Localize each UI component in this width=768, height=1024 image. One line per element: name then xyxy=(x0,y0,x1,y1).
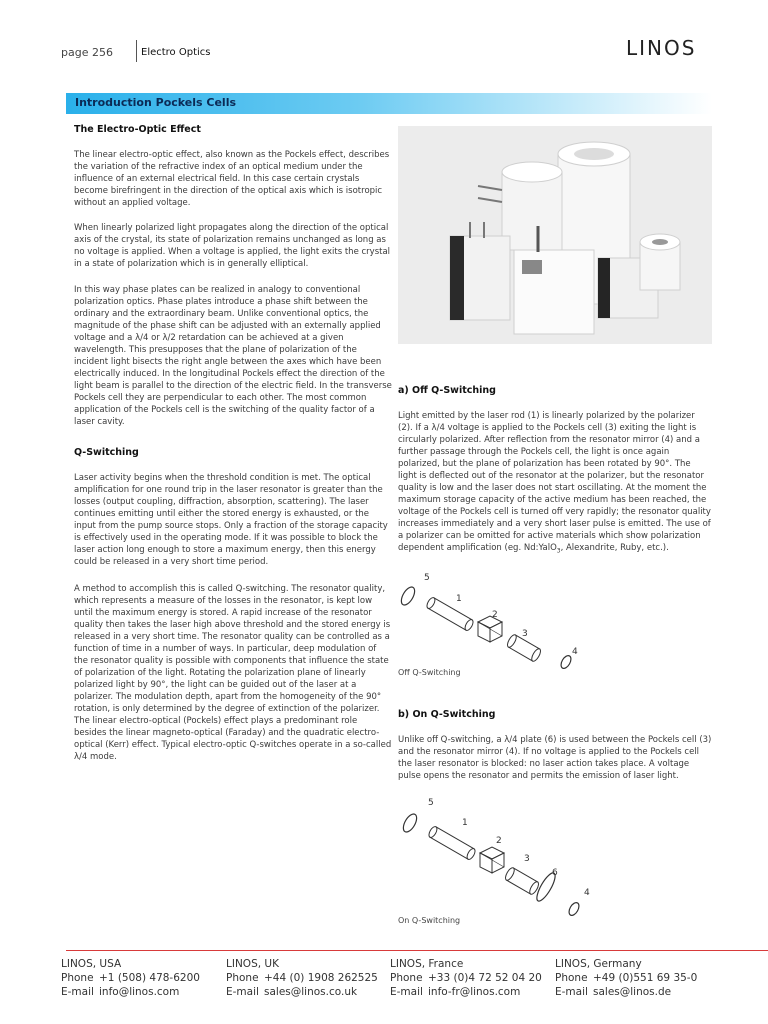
caption-on-q-switching: On Q-Switching xyxy=(398,916,461,925)
phone-label: Phone xyxy=(61,972,94,984)
phone-number: +49 (0)551 69 35-0 xyxy=(593,972,698,984)
email-link[interactable]: info@linos.com xyxy=(99,986,180,998)
off-q-switching-diagram xyxy=(398,570,588,670)
chapter-title: Introduction Pockels Cells xyxy=(75,96,237,109)
footer-company: LINOS, France xyxy=(390,958,464,970)
footer-email-row xyxy=(555,985,697,999)
label-4: 4 xyxy=(584,888,590,898)
page-number: page 256 xyxy=(61,46,113,59)
label-1: 1 xyxy=(456,594,462,604)
paragraph-off-q-switching-text: Light emitted by the laser rod (1) is linearly polarized by the polarizer (2). If a λ/4 voltage is applied to the Pockels cell (3) exiting the light is circularly polarized. After reflection from the resonator mirror (4) and a further passage through the Pockels cell, the light is once again polarized, but the plane of polarization has been rotated by 90°. The light is deflected out of the resonator at the polarizer, but the resonator quality is low and the laser does not start oscillating. At the moment the maximum storage capacity of the active medium has been reached, the voltage of the Pockels cell is turned off very rapidly; the resonator quality increases immediately and a very short laser pulse is emitted. The use of a polarizer can be omitted for active materials which show polarization dependent amplification (eg. Nd:YalO xyxy=(398,411,711,553)
chapter-banner xyxy=(66,93,712,114)
pockels-cells-illustration xyxy=(398,126,712,344)
footer-email-row xyxy=(390,985,542,999)
email-label: E-mail xyxy=(226,986,259,998)
email-label: E-mail xyxy=(390,986,423,998)
label-6: 6 xyxy=(552,868,558,878)
footer-phone-row xyxy=(390,971,542,985)
footer-email-row xyxy=(226,985,378,999)
pockels-cells-photo xyxy=(398,126,712,344)
label-5: 5 xyxy=(424,573,430,583)
email-label: E-mail xyxy=(61,986,94,998)
heading-off-q-switching: a) Off Q-Switching xyxy=(398,385,496,396)
subscript-3: 3 xyxy=(556,547,561,555)
paragraph-q-switching-1: Laser activity begins when the threshold condition is met. The optical amplification for one round trip in the laser resonator is greater than the losses (output coupling, diffraction, absorption, scattering). The laser continues emitting until either the stored energy is exhausted, or the input from the pump source stops. Only a fraction of the storage capacity is effectively used in the operating mode. If it was possible to block the laser action long enough to store a maximum energy, then this energy could be released in a very short time period. xyxy=(74,473,388,567)
footer-contact-germany xyxy=(555,957,697,999)
paragraph-q-switching-2 xyxy=(74,583,392,763)
paragraph-off-q-switching xyxy=(398,410,712,558)
paragraph-electro-optic-1: The linear electro-optic effect, also known as the Pockels effect, describes the variation of the refractive index of an optical medium under the influence of an external electrical field. In this case certain crystals become birefringent in the direction of the optical axis which is isotropic without an applied voltage. xyxy=(74,150,390,208)
label-3: 3 xyxy=(522,629,528,639)
footer-company: LINOS, USA xyxy=(61,958,122,970)
phone-number: +44 (0) 1908 262525 xyxy=(264,972,378,984)
label-2: 2 xyxy=(496,836,502,846)
footer-email-row xyxy=(61,985,200,999)
heading-q-switching: Q-Switching xyxy=(74,447,139,458)
footer-company: LINOS, UK xyxy=(226,958,279,970)
caption-off-q-switching: Off Q-Switching xyxy=(398,668,461,677)
paragraph-electro-optic-2: When linearly polarized light propagates along the direction of the optical axis of the crystal, its state of polarization remains unchanged as long as no voltage is applied. When a voltage is applied, the light exits the crystal in a state of polarization which is in generally elliptical. xyxy=(74,223,391,269)
footer-contact-usa xyxy=(61,957,200,999)
footer-contact-france xyxy=(390,957,542,999)
footer-phone-row xyxy=(555,971,697,985)
linos-logo: LINOS xyxy=(626,36,697,60)
paragraph-off-q-switching-end: , Alexandrite, Ruby, etc.). xyxy=(560,543,669,553)
section-title: Electro Optics xyxy=(141,47,211,58)
label-4: 4 xyxy=(572,647,578,657)
email-label: E-mail xyxy=(555,986,588,998)
footer-phone-row xyxy=(226,971,378,985)
phone-label: Phone xyxy=(390,972,423,984)
phone-label: Phone xyxy=(226,972,259,984)
label-1: 1 xyxy=(462,818,468,828)
label-5: 5 xyxy=(428,798,434,808)
label-2: 2 xyxy=(492,610,498,620)
phone-number: +1 (508) 478-6200 xyxy=(99,972,200,984)
header-divider xyxy=(136,40,137,62)
heading-on-q-switching: b) On Q-Switching xyxy=(398,709,496,720)
paragraph-q-switching-2-end: λ/4 mode. xyxy=(74,752,117,762)
on-q-switching-diagram xyxy=(398,795,598,920)
paragraph-electro-optic-3: In this way phase plates can be realized in analogy to conventional polarization optics. Phase plates introduce a phase shift between the ordinary and the extraordinary beam. Unlike conventional optics, the magnitude of the phase shift can be adjusted with an externally applied voltage and a λ/4 or λ/2 retardation can be achieved at a given wavelength. This presupposes that the plane of polarization of the incident light bisects the right angle between the axes which have been electrically induced. In the longitudinal Pockels effect the direction of the light beam is parallel to the direction of the electric field. In the transverse Pockels cell they are perpendicular to each other. The most common application of the Pockels cell is the switching of the quality factor of a laser cavity. xyxy=(74,285,392,427)
footer-contact-uk xyxy=(226,957,378,999)
phone-label: Phone xyxy=(555,972,588,984)
label-3: 3 xyxy=(524,854,530,864)
heading-electro-optic-effect: The Electro-Optic Effect xyxy=(74,124,201,135)
paragraph-on-q-switching: Unlike off Q-switching, a λ/4 plate (6) is used between the Pockels cell (3) and the resonator mirror (4). If no voltage is applied to the Pockels cell the laser resonator is blocked: no laser action takes place. A voltage pulse opens the resonator and permits the emission of laser light. xyxy=(398,735,712,781)
footer-company: LINOS, Germany xyxy=(555,958,642,970)
paragraph-q-switching-2-text: A method to accomplish this is called Q-switching. The resonator quality, which represents a measure of the losses in the resonator, is kept low until the maximum energy is stored. A rapid increase of the resonator quality then takes the laser high above threshold and the stored energy is released in a very short time. The resonator quality can be controlled as a function of time in a number of ways. In particular, deep modulation of the resonator quality is possible with components that influence the state of polarization of the light. Rotating the polarization plane of linearly polarized light by 90°, the light can be guided out of the laser at a polarizer. The modulation depth, apart from the homogeneity of the 90° rotation, is only determined by the degree of extinction of the polarizer. The linear electro-optical (Pockels) effect plays a predominant role besides the linear magneto-optical (Faraday) and the quadratic electro-optical (Kerr) effect. Typical electro-optic Q-switches operate in a so-called xyxy=(74,584,392,750)
email-link[interactable]: sales@linos.de xyxy=(593,986,672,998)
email-link[interactable]: sales@linos.co.uk xyxy=(264,986,358,998)
phone-number: +33 (0)4 72 52 04 20 xyxy=(428,972,542,984)
footer-phone-row xyxy=(61,971,200,985)
email-link[interactable]: info-fr@linos.com xyxy=(428,986,521,998)
footer-divider xyxy=(66,950,768,951)
